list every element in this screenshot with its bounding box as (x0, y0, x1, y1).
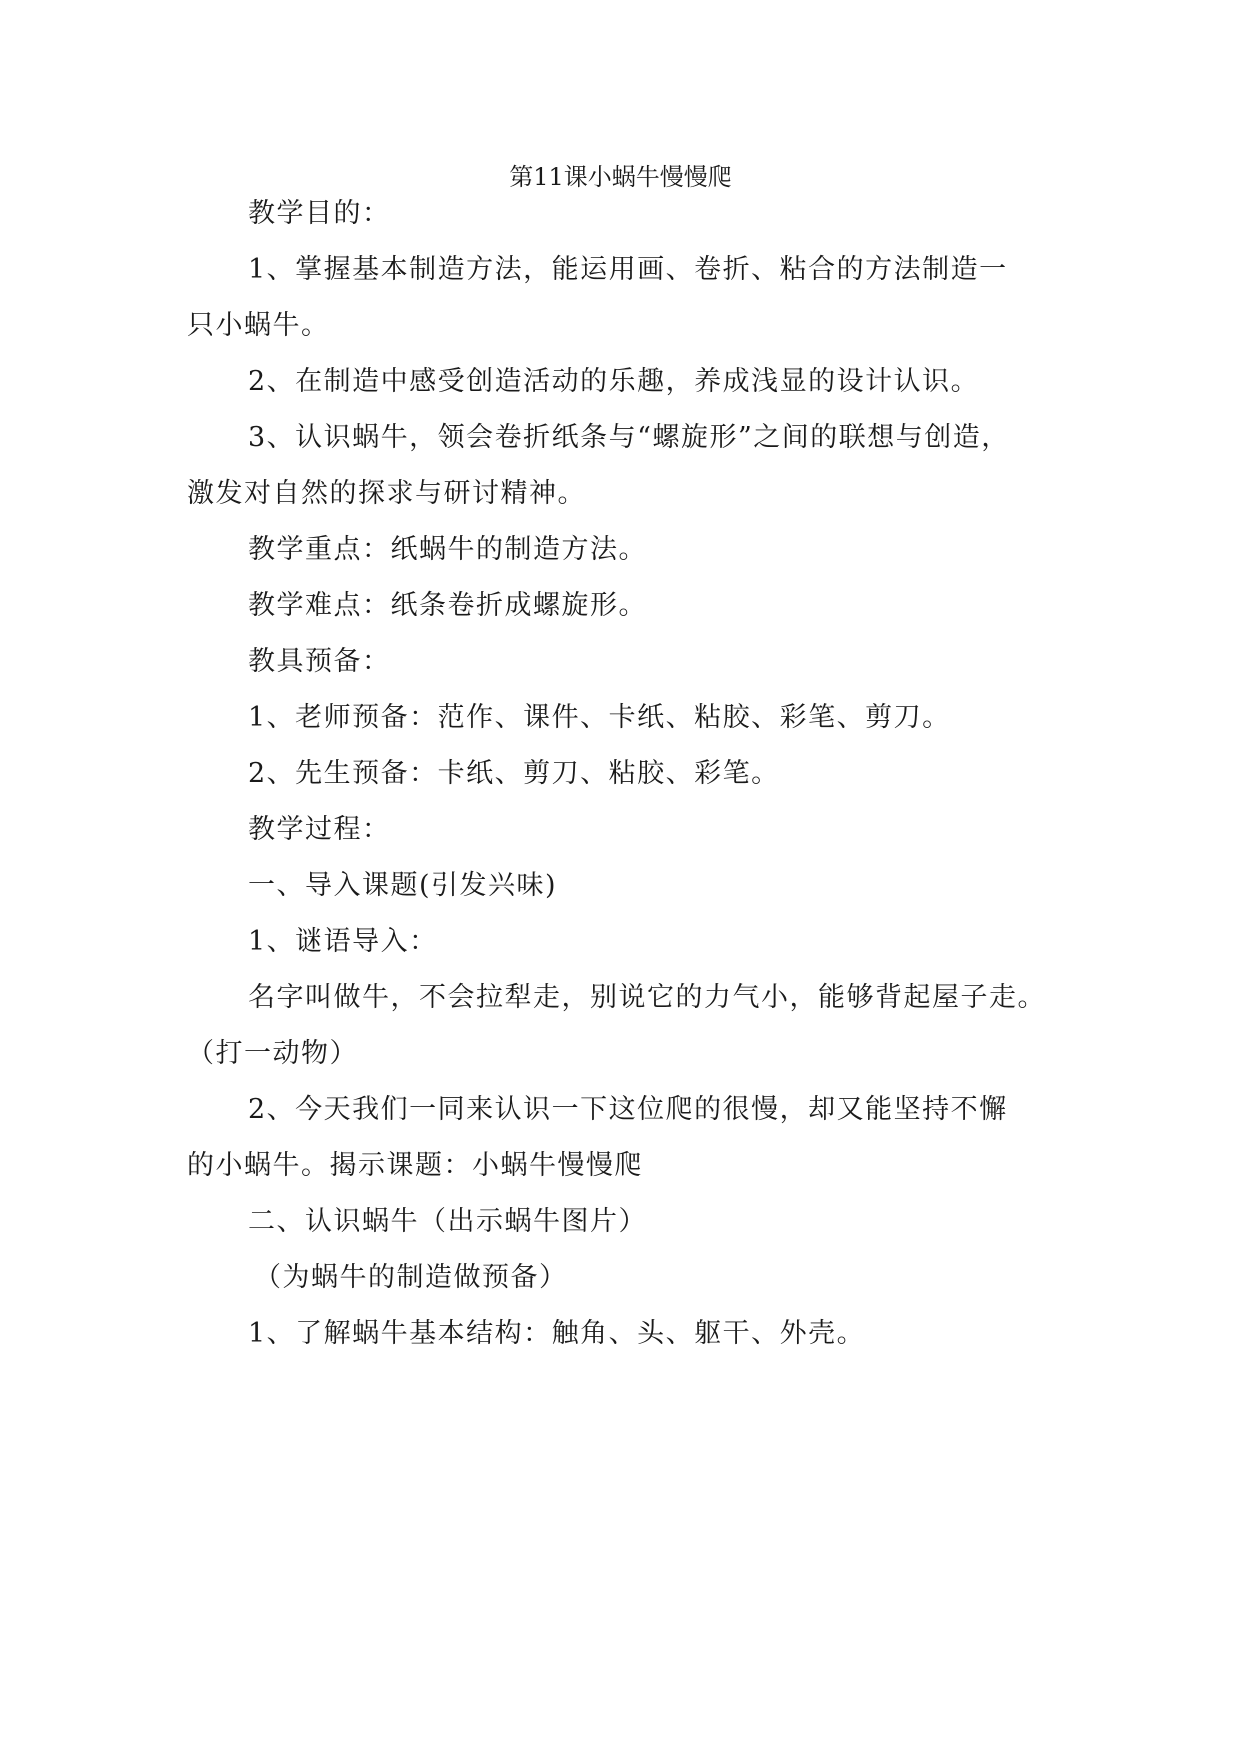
riddle-text: 名字叫做牛，不会拉犁走，别说它的力气小，能够背起屋子走。 (248, 982, 1046, 1013)
intro-2-line-2: 的小蜗牛。揭示课题：小蜗牛慢慢爬 (187, 1150, 643, 1181)
riddle-intro: 1、谜语导入： (248, 926, 438, 957)
section-1-heading: 一、导入课题(引发兴味) (248, 870, 558, 901)
section-2-heading: 二、认识蜗牛（出示蜗牛图片） (248, 1206, 647, 1237)
teaching-aids-heading: 教具预备： (248, 646, 391, 677)
intro-2-line-1: 2、今天我们一同来认识一下这位爬的很慢，却又能坚持不懈 (248, 1094, 1008, 1125)
teaching-process-heading: 教学过程： (248, 814, 391, 845)
objective-3-line-1: 3、认识蜗牛，领会卷折纸条与“螺旋形”之间的联想与创造， (248, 422, 1010, 453)
objective-1-line-1: 1、掌握基本制造方法，能运用画、卷折、粘合的方法制造一 (248, 254, 1008, 285)
teaching-key-point: 教学重点：纸蜗牛的制造方法。 (248, 534, 647, 565)
snail-structure: 1、了解蜗牛基本结构：触角、头、躯干、外壳。 (248, 1318, 866, 1349)
objective-2: 2、在制造中感受创造活动的乐趣，养成浅显的设计认识。 (248, 366, 980, 397)
teaching-difficulty: 教学难点：纸条卷折成螺旋形。 (248, 590, 647, 621)
lesson-title: 第11课小蜗牛慢慢爬 (509, 163, 732, 191)
riddle-hint: （打一动物） (187, 1038, 358, 1069)
section-2-note: （为蜗牛的制造做预备） (254, 1262, 568, 1293)
objective-1-line-2: 只小蜗牛。 (187, 310, 330, 341)
teacher-preparation: 1、老师预备：范作、课件、卡纸、粘胶、彩笔、剪刀。 (248, 702, 951, 733)
teaching-objectives-heading: 教学目的： (248, 198, 391, 229)
objective-3-line-2: 激发对自然的探求与研讨精神。 (187, 478, 586, 509)
student-preparation: 2、先生预备：卡纸、剪刀、粘胶、彩笔。 (248, 758, 780, 789)
